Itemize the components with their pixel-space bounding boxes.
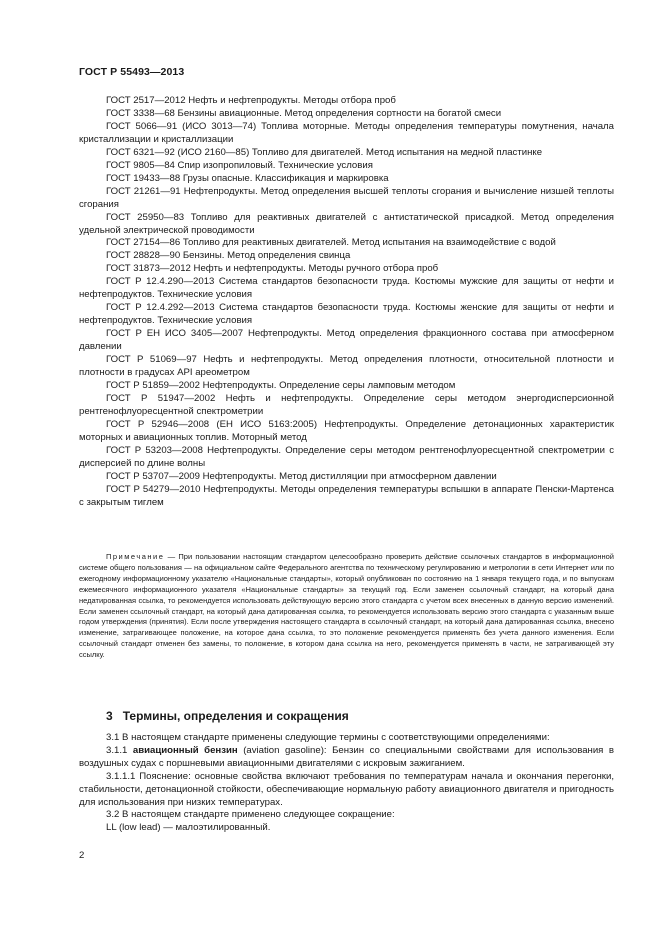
reference-item: ГОСТ Р 12.4.290—2013 Система стандартов безопасности труда. Костюмы мужские для защиты от нефти и нефтепродуктов. Технические условия [79,276,614,301]
reference-item: ГОСТ 25950—83 Топливо для реактивных двигателей с антистатической присадкой. Метод определения удельной электрической проводимости [79,211,614,236]
term-name: авиационный бензин [132,744,238,756]
reference-item: ГОСТ Р 54279—2010 Нефтепродукты. Методы определения температуры вспышки в аппарате Пенски-Мартенса с закрытым тиглем [79,483,614,508]
section-number: 3 [106,709,113,723]
reference-item: ГОСТ 3338—68 Бензины авиационные. Метод определения сортности на богатой смеси [106,107,502,119]
page-number: 2 [79,850,85,861]
reference-item: ГОСТ Р 51069—97 Нефть и нефтепродукты. Метод определения плотности, относительной плотности и плотности в градусах API ареометром [79,354,614,379]
document-header: ГОСТ Р 55493—2013 [79,66,185,78]
section-title: Термины, определения и сокращения [122,709,349,723]
reference-item: ГОСТ 19433—88 Грузы опасные. Классификация и маркировка [106,172,389,184]
reference-item: ГОСТ Р 51947—2002 Нефть и нефтепродукты. Определение серы методом энергодисперсионной рентгенофлуоресцентной спектрометрии [79,392,614,417]
paragraph: 3.1 В настоящем стандарте применены следующие термины с соответствующими определениями: [106,732,550,743]
note-label: Примечание [106,552,165,561]
term-text: (aviation gasoline): Бензин со специальными свойствами для использования в воздушных судах с поршневыми авиационными двигателями с искровым зажиганием. [79,744,614,769]
abbreviation: LL (low lead) — малоэтилированный. [106,822,271,834]
reference-item: ГОСТ 2517—2012 Нефть и нефтепродукты. Методы отбора проб [106,95,396,106]
reference-item: ГОСТ Р 51859—2002 Нефтепродукты. Определение серы ламповым методом [106,379,456,391]
paragraph: 3.1.1.1 Пояснение: основные свойства включают требования по температурам начала и окончания перегонки, стабильности, детонационной стойкости, обеспечивающие нормальную работу авиационного двигателя и пригодность для использования при низких температурах. [79,770,614,808]
reference-item: ГОСТ 5066—91 (ИСО 3013—74) Топлива моторные. Методы определения температуры помутнения, начала кристаллизации и кристаллизации [79,120,614,145]
reference-item: ГОСТ Р 52946—2008 (ЕН ИСО 5163:2005) Нефтепродукты. Определение детонационных характеристик моторных и авиационных топлив. Моторный метод [79,418,614,443]
reference-item: ГОСТ 6321—92 (ИСО 2160—85) Топливо для двигателей. Метод испытания на медной пластинке [106,146,543,158]
reference-item: ГОСТ 28828—90 Бензины. Метод определения свинца [106,250,351,262]
section-body [79,732,614,835]
references-note [79,552,614,661]
reference-item: ГОСТ Р ЕН ИСО 3405—2007 Нефтепродукты. Метод определения фракционного состава при атмосферном давлении [79,328,614,353]
paragraph: 3.2 В настоящем стандарте применено следующее сокращение: [106,809,395,821]
reference-item: ГОСТ 27154—86 Топливо для реактивных двигателей. Метод испытания на взаимодействие с водой [106,237,556,249]
reference-item: ГОСТ Р 53707—2009 Нефтепродукты. Метод дистилляции при атмосферном давлении [106,470,497,482]
reference-item: ГОСТ Р 53203—2008 Нефтепродукты. Определение серы методом рентгенофлуоресцентной спектрометрии с дисперсией по длине волны [79,444,614,469]
section-heading [106,709,349,723]
reference-item: ГОСТ 9805—84 Спир изопропиловый. Технические условия [106,159,373,171]
normative-references [79,95,614,510]
reference-item: ГОСТ Р 12.4.292—2013 Система стандартов безопасности труда. Костюмы женские для защиты от нефти и нефтепродуктов. Технические условия [79,302,614,327]
reference-item: ГОСТ 21261—91 Нефтепродукты. Метод определения высшей теплоты сгорания и вычисление низшей теплоты сгорания [79,185,614,210]
term-number: 3.1.1 [106,744,128,756]
reference-item: ГОСТ 31873—2012 Нефть и нефтепродукты. Методы ручного отбора проб [106,263,439,275]
note-text: — При пользовании настоящим стандартом целесообразно проверить действие ссылочных стандартов в информационной системе общего пользования — на официальном сайте Федерального агентства по техническому регулированию и метрологии в сети Интернет или по ежегодному информационному указателю «Национальные стандарты», который опубликован по состоянию на 1 января текущего года, и по выпускам ежемесячного информационного указателя «Национальные стандарты» за текущий год. Если заменен ссылочный стандарт, на который дана недатированная ссылка, то рекомендуется использовать действующую версию этого стандарта с учетом всех внесенных в данную версию изменений. Если заменен ссылочный стандарт, на который дана датированная ссылка, то рекомендуется использовать версию этого стандарта с указанным выше годом утверждения (принятия). Если после утверждения настоящего стандарта в ссылочный стандарт, на который дана датированная ссылка, внесено изменение, затрагивающее положение, на которое дана ссылка, то это положение рекомендуется применять без учета данного изменения. Если ссылочный стандарт отменен без замены, то положение, в котором дана ссылка на него, рекомендуется применять в части, не затрагивающей эту ссылку. [79,552,614,660]
term-definition [79,745,614,771]
